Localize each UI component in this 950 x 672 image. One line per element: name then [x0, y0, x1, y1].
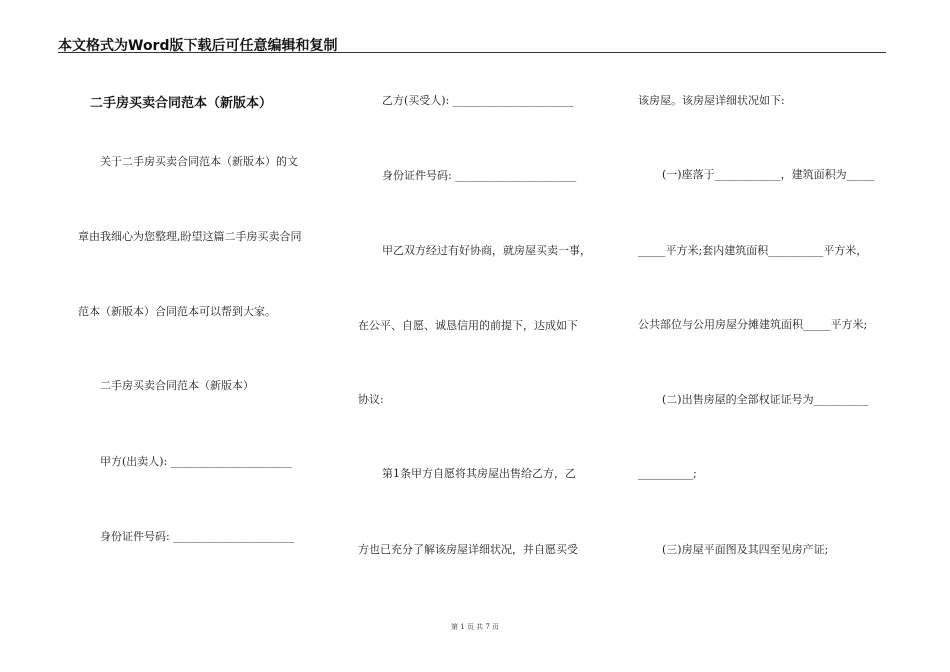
- paragraph-line: 方也已充分了解该房屋详细状况，并自愿买受: [358, 543, 578, 556]
- paragraph-line: (二)出售房屋的全部权证证号为__________: [662, 393, 869, 406]
- paragraph-line: _____平方米;套内建筑面积__________平方米，: [638, 244, 868, 257]
- paragraph-line: 关于二手房买卖合同范本（新版本）的文: [100, 155, 298, 168]
- paragraph-line: __________;: [638, 467, 697, 480]
- paragraph-line: 章由我细心为您整理,盼望这篇二手房买卖合同: [78, 230, 302, 243]
- paragraph-line: 该房屋。该房屋详细状况如下:: [638, 94, 785, 107]
- paragraph-line: 协议:: [358, 393, 384, 406]
- paragraph-line: 范本（新版本）合同范本可以帮到大家。: [78, 305, 276, 318]
- paragraph-line: 第1条甲方自愿将其房屋出售给乙方，乙: [382, 467, 576, 480]
- page-number: 第 1 页 共 7 页: [450, 623, 500, 631]
- seller-id-field: 身份证件号码: ______________________: [100, 530, 295, 543]
- paragraph-line: 在公平、自愿、诚恳信用的前提下，达成如下: [358, 319, 578, 332]
- header-divider: [58, 52, 886, 53]
- paragraph-line: 甲乙双方经过有好协商，就房屋买卖一事，: [382, 244, 591, 257]
- paragraph-line: 公共部位与公用房屋分摊建筑面积_____平方米;: [638, 318, 868, 331]
- paragraph-line: 二手房买卖合同范本（新版本）: [100, 379, 254, 392]
- buyer-field: 乙方(买受人): ______________________: [382, 94, 574, 107]
- document-title: 二手房买卖合同范本（新版本）: [90, 96, 273, 111]
- header-text: 本文格式为Word版下载后可任意编辑和复制: [58, 38, 338, 54]
- paragraph-line: (三)房屋平面图及其四至见房产证;: [662, 543, 829, 556]
- buyer-id-field: 身份证件号码: ______________________: [382, 169, 577, 182]
- paragraph-line: (一)座落于____________，建筑面积为_____: [662, 168, 875, 181]
- seller-field: 甲方(出卖人): ______________________: [100, 455, 292, 468]
